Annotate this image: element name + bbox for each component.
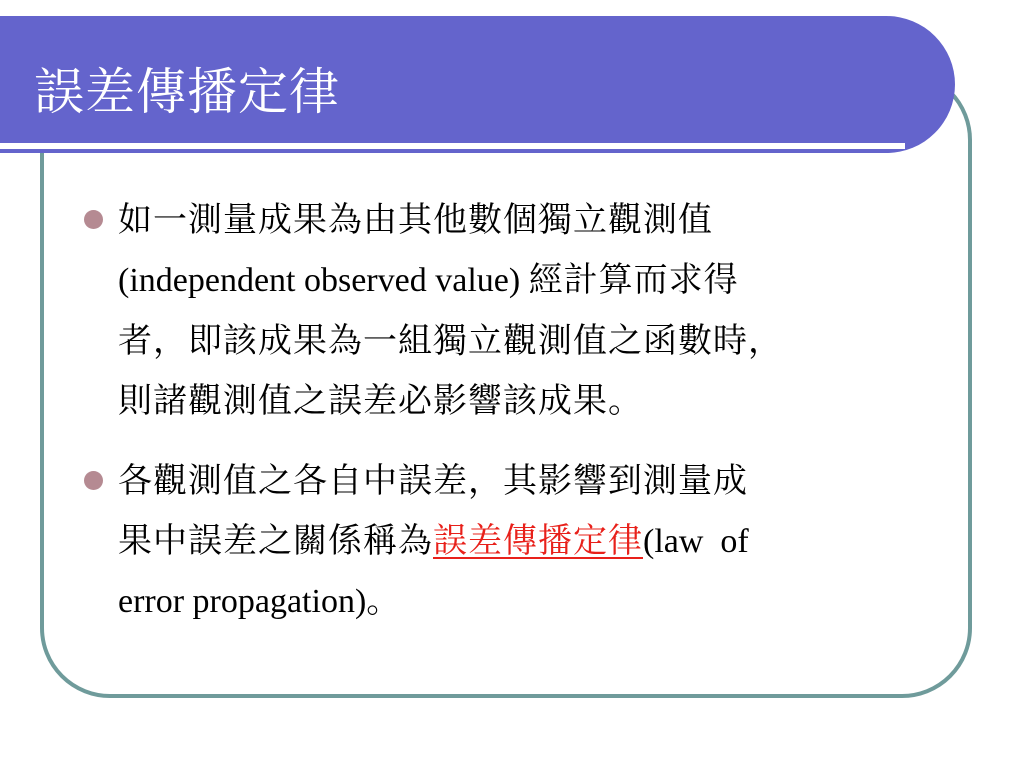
slide-title: 誤差傳播定律 (34, 63, 340, 121)
bullet-2-line-3: error propagation)。 (118, 583, 401, 620)
bullet-1-line-3: 者，即該成果為一組獨立觀測值之函數時， (118, 321, 783, 361)
bullet-item-2 (80, 451, 955, 632)
bullet-1-line-4: 則諸觀測值之誤差必影響該成果。 (118, 381, 643, 421)
slide-body (80, 190, 955, 652)
bullet-1-line-1: 如一測量成果為由其他數個獨立觀測值 (118, 200, 713, 240)
bullet-item-1 (80, 190, 955, 431)
bullet-1-latin-text: (independent observed value) (118, 262, 529, 299)
bullet-1-cjk-text: 經計算而求得 (528, 260, 739, 300)
title-band (0, 16, 955, 153)
bullet-2-suffix: (law of (643, 523, 749, 560)
bullet-dot-icon (84, 210, 103, 229)
bullet-dot-icon (84, 471, 103, 490)
bullet-2-line-1: 各觀測值之各自中誤差，其影響到測量成 (118, 461, 748, 501)
bullet-2-line-2 (118, 511, 955, 572)
title-underline (0, 143, 905, 149)
bullet-1-line-2 (118, 250, 955, 311)
bullet-2-prefix: 果中誤差之關係稱為 (118, 521, 433, 561)
highlighted-term: 誤差傳播定律 (433, 521, 643, 561)
